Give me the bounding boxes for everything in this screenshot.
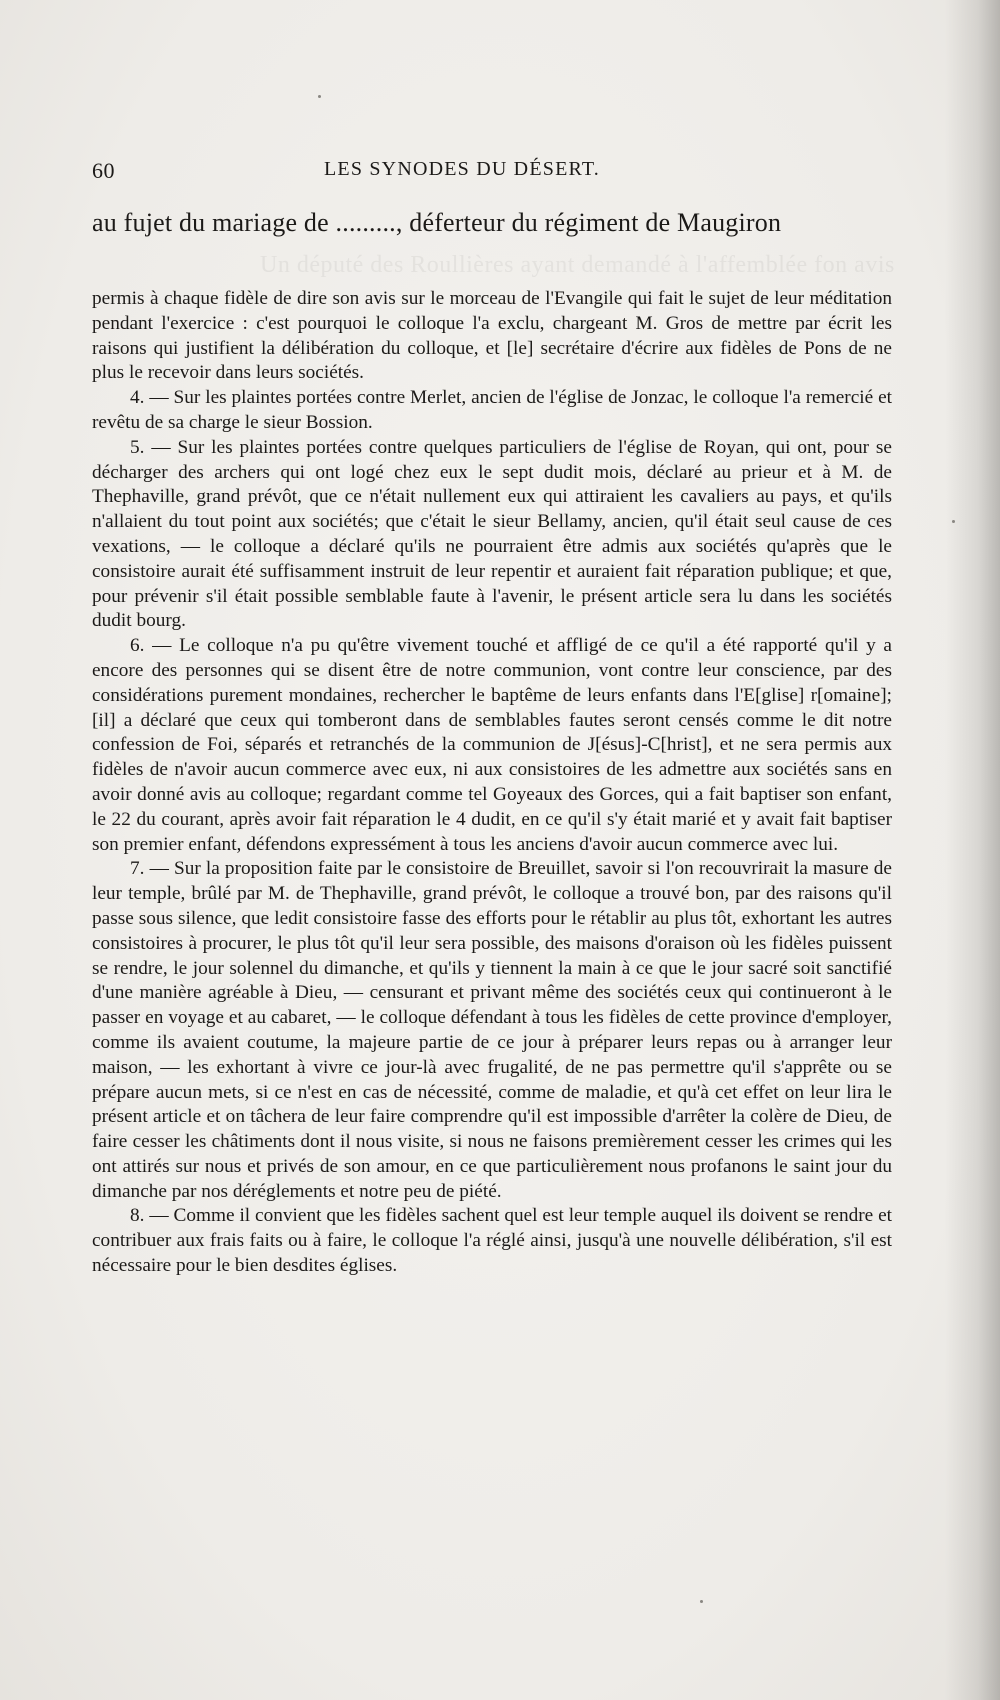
article-5: 5. — Sur les plaintes portées contre quelques particuliers de l'église de Royan, qui ont, pour se décharger des archers qui ont logé chez eux le sept dudit mois, déclaré au prieur et à M. de Thephaville, grand prévôt, que ce n'était nullement eux qui attiraient les cavaliers au pays, et qu'ils n'allaient du tout point aux sociétés; que c'était le sieur Bellamy, ancien, qu'il était seul cause de ces vexations, — le colloque a déclaré qu'ils ne pourraient être admis aux sociétés qu'après que le consistoire aurait été suffisamment instruit de leur repentir et auraient fait réparation publique; et que, pour prévenir s'il était possible semblable faute à l'avenir, le présent article sera lu dans les sociétés dudit bourg. bbox=[92, 436, 892, 632]
continuation-line: au fujet du mariage de ........., déferteur du régiment de Maugiron bbox=[92, 208, 782, 237]
page-number: 60 bbox=[92, 158, 115, 183]
article-7: 7. — Sur la proposition faite par le consistoire de Breuillet, savoir si l'on recouvrirait la masure de leur temple, brûlé par M. de Thephaville, grand prévôt, le colloque a trouvé bon, par des raisons qu'il passe sous silence, que ledit consistoire fasse des efforts pour le rétablir au plus tôt, exhortant les autres consistoires à procurer, le plus tôt qu'il leur sera possible, des maisons d'oraison où les fidèles puissent se rendre, le jour solennel du dimanche, et qu'ils y tiennent la main à ce que le jour sacré soit sanctifié d'une manière agréable à Dieu, — censurant et privant même des sociétés ceux qui continueront à le passer en voyage et au cabaret, — le colloque défendant à tous les fidèles de cette province d'employer, comme ils avaient coutume, la majeure partie de ce jour à préparer leurs repas ou à arranger leur maison, — les exhortant à vivre ce jour-là avec frugalité, de ne pas permettre qu'il s'apprête ou se prépare aucun mets, si ce n'est en cas de nécessité, comme de maladie, et qu'à cet effet on leur lira le présent article et on tâchera de leur faire comprendre qu'il est impossible d'arrêter la colère de Dieu, de faire cesser les châtiments dont il nous visite, si nous ne faisons premièrement cesser les crimes qui les ont attirés sur nous et privés de son amour, en ce que particulièrement nous profanons le saint jour du dimanche par nos déréglements et notre peu de piété. bbox=[92, 858, 892, 1202]
paper-speck bbox=[318, 95, 321, 98]
page-header bbox=[92, 158, 892, 188]
paper-speck bbox=[952, 520, 955, 523]
paper-speck bbox=[700, 1600, 703, 1603]
article-8: 8. — Comme il convient que les fidèles sachent quel est leur temple auquel ils doivent se rendre et contribuer aux frais faits ou à faire, le colloque l'a réglé ainsi, jusqu'à une nouvelle délibération, s'il est nécessaire pour le bien desdites églises. bbox=[92, 1205, 892, 1277]
binding-shadow bbox=[945, 0, 1000, 1700]
article-6: 6. — Le colloque n'a pu qu'être vivement touché et affligé de ce qu'il a été rapporté qu'il y a encore des personnes qui se disent être de notre communion, vont contre leur conscience, par des considérations purement mondaines, rechercher le baptême de leurs enfants dans l'E[glise] r[omaine]; [il] a déclaré que ceux qui tomberont dans de semblables fautes seront censés comme le dit notre confession de Foi, séparés et retranchés de la communion de J[ésus]-C[hrist], et ne sera permis aux fidèles de n'avoir aucun commerce avec eux, ni aux consistoires de les admettre aux sociétés sans en avoir donné avis au colloque; regardant comme tel Goyeaux des Gorces, qui a fait baptiser son enfant, le 22 du courant, après avoir fait réparation le 4 dudit, en ce qu'il s'y était marié et y avait fait baptiser son premier enfant, défendons expressément à tous les anciens d'avoir aucun commerce avec lui. bbox=[92, 635, 892, 855]
paragraph-continuation: permis à chaque fidèle de dire son avis sur le morceau de l'Evangile qui fait le sujet de leur méditation pendant l'exercice : c'est pourquoi le colloque l'a exclu, chargeant M. Gros de mettre par écrit les raisons qui justifient la délibération du colloque, et [le] secrétaire d'écrire aux fidèles de Pons de ne plus le recevoir dans leurs sociétés. bbox=[92, 288, 892, 384]
article-4: 4. — Sur les plaintes portées contre Merlet, ancien de l'église de Jonzac, le colloque l'a remercié et revêtu de sa charge le sieur Bossion. bbox=[92, 387, 892, 433]
bleed-through-text: Un député des Roullières ayant demandé à l'affemblée fon avis bbox=[260, 252, 895, 278]
running-title: LES SYNODES DU DÉSERT. bbox=[324, 158, 600, 180]
body-text bbox=[92, 287, 892, 1279]
